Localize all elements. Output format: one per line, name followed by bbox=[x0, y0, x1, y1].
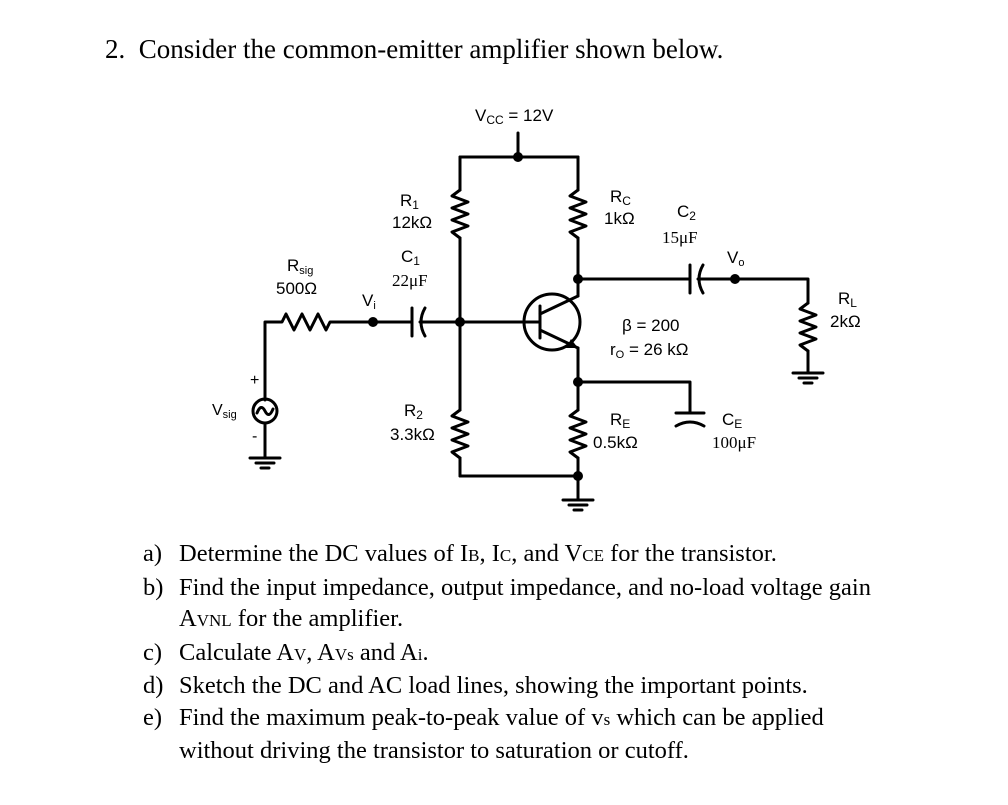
svg-text:C2: C2 bbox=[677, 202, 696, 223]
svg-text:RL: RL bbox=[838, 289, 857, 310]
resistor-rsig bbox=[265, 256, 373, 400]
svg-text:3.3kΩ: 3.3kΩ bbox=[390, 425, 435, 444]
svg-text:rO = 26 kΩ: rO = 26 kΩ bbox=[610, 340, 689, 361]
svg-text:1kΩ: 1kΩ bbox=[604, 209, 635, 228]
svg-text:-: - bbox=[252, 428, 258, 445]
svg-text:β = 200: β = 200 bbox=[622, 316, 680, 335]
svg-text:Vo: Vo bbox=[727, 248, 745, 269]
svg-text:VCC = 12V: VCC = 12V bbox=[475, 106, 554, 127]
part-e-marker: e) bbox=[143, 703, 163, 731]
svg-text:500Ω: 500Ω bbox=[276, 279, 318, 298]
part-c-marker: c) bbox=[143, 638, 163, 666]
svg-text:100μF: 100μF bbox=[712, 433, 757, 452]
resistor-r1 bbox=[392, 157, 468, 322]
svg-text:C1: C1 bbox=[401, 247, 420, 268]
capacitor-c1 bbox=[373, 247, 460, 336]
svg-text:Vsig: Vsig bbox=[212, 402, 237, 421]
svg-text:Rsig: Rsig bbox=[287, 256, 314, 277]
part-a: a) Determine the DC values of IB, IC, and VCE for the transistor. bbox=[143, 538, 993, 572]
question-number: 2. bbox=[105, 34, 126, 64]
svg-text:R1: R1 bbox=[400, 191, 419, 212]
resistor-r2 bbox=[390, 322, 578, 476]
svg-text:0.5kΩ: 0.5kΩ bbox=[593, 433, 638, 452]
capacitor-c2 bbox=[578, 202, 735, 293]
vsig-source bbox=[212, 372, 280, 468]
part-e: e) Find the maximum peak-to-peak value of vs which can be applied without driving the transistor to saturation or cutoff. bbox=[143, 703, 824, 764]
resistor-re bbox=[563, 382, 638, 510]
part-a-marker: a) bbox=[143, 540, 163, 567]
question-text: Consider the common-emitter amplifier shown below. bbox=[138, 34, 724, 64]
svg-text:RE: RE bbox=[610, 410, 631, 431]
svg-text:+: + bbox=[250, 372, 260, 389]
npn-transistor bbox=[460, 294, 688, 382]
svg-text:22μF: 22μF bbox=[392, 271, 428, 290]
svg-text:CE: CE bbox=[722, 410, 743, 431]
part-b: b) Find the input impedance, output impedance, and no-load voltage gain AVNL for the amplifier. bbox=[143, 573, 871, 632]
part-c: c) Calculate AV, AVs and Ai. bbox=[143, 637, 993, 671]
svg-text:12kΩ: 12kΩ bbox=[392, 213, 433, 232]
vcc-supply bbox=[460, 106, 578, 162]
part-d-marker: d) bbox=[143, 672, 164, 699]
svg-text:RC: RC bbox=[610, 187, 631, 208]
svg-text:R2: R2 bbox=[404, 401, 423, 422]
part-d: d) Sketch the DC and AC load lines, showing the important points. bbox=[143, 670, 993, 702]
svg-text:Vi: Vi bbox=[362, 291, 376, 312]
svg-text:2kΩ: 2kΩ bbox=[830, 312, 861, 331]
question-parts-list bbox=[143, 538, 993, 767]
part-b-marker: b) bbox=[143, 573, 164, 601]
svg-text:15μF: 15μF bbox=[662, 228, 698, 247]
resistor-rl bbox=[735, 279, 861, 383]
